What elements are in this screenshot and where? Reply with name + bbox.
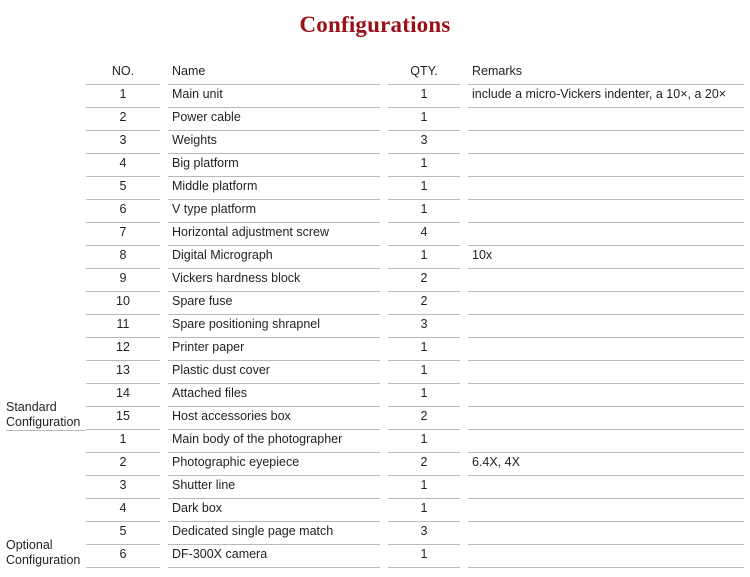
column-gap — [460, 154, 468, 177]
column-gap — [160, 131, 168, 154]
cell-no — [86, 545, 160, 568]
cell-qty-text: 3 — [388, 131, 460, 154]
cell-name-text: Spare positioning shrapnel — [168, 315, 380, 338]
table-row — [6, 499, 744, 522]
cell-name-text: Printer paper — [168, 338, 380, 361]
cell-qty-text: 2 — [388, 292, 460, 315]
group-label-line1: Standard — [6, 399, 57, 414]
table-row — [6, 453, 744, 476]
cell-remarks — [468, 131, 744, 154]
table-row — [6, 246, 744, 269]
column-gap — [460, 499, 468, 522]
table-row — [6, 545, 744, 568]
table-row — [6, 430, 744, 453]
cell-name — [168, 384, 380, 407]
cell-remarks — [468, 177, 744, 200]
table-row — [6, 154, 744, 177]
header-name — [168, 62, 380, 85]
cell-name — [168, 315, 380, 338]
cell-no — [86, 269, 160, 292]
cell-remarks — [468, 338, 744, 361]
cell-name — [168, 108, 380, 131]
cell-qty — [388, 361, 460, 384]
table-body — [6, 62, 744, 568]
column-gap — [160, 85, 168, 108]
cell-remarks-text — [468, 384, 744, 407]
cell-no — [86, 407, 160, 430]
cell-remarks-text — [468, 545, 744, 568]
column-gap — [460, 62, 468, 85]
column-gap — [160, 384, 168, 407]
cell-no — [86, 85, 160, 108]
cell-no-text: 3 — [86, 131, 160, 154]
column-gap — [460, 522, 468, 545]
column-gap — [160, 108, 168, 131]
column-gap — [160, 499, 168, 522]
cell-remarks-text — [468, 223, 744, 246]
cell-remarks-text — [468, 338, 744, 361]
cell-qty — [388, 246, 460, 269]
cell-no-text: 11 — [86, 315, 160, 338]
cell-remarks-text — [468, 476, 744, 499]
column-gap — [460, 246, 468, 269]
table-row — [6, 269, 744, 292]
cell-name — [168, 476, 380, 499]
cell-name — [168, 338, 380, 361]
cell-remarks-text — [468, 430, 744, 453]
column-gap — [460, 223, 468, 246]
cell-remarks — [468, 200, 744, 223]
table-row — [6, 476, 744, 499]
cell-no — [86, 200, 160, 223]
cell-no — [86, 384, 160, 407]
cell-name — [168, 246, 380, 269]
cell-qty — [388, 384, 460, 407]
column-gap — [460, 85, 468, 108]
cell-no — [86, 453, 160, 476]
cell-no — [86, 108, 160, 131]
column-gap — [160, 430, 168, 453]
cell-no — [86, 361, 160, 384]
cell-name-text: Attached files — [168, 384, 380, 407]
group-label-1 — [6, 430, 86, 568]
header-no — [86, 62, 160, 85]
cell-qty — [388, 476, 460, 499]
column-gap — [460, 292, 468, 315]
cell-name — [168, 177, 380, 200]
column-gap — [160, 177, 168, 200]
table-row — [6, 407, 744, 430]
cell-no — [86, 177, 160, 200]
cell-qty — [388, 223, 460, 246]
column-gap — [380, 223, 388, 246]
cell-remarks — [468, 476, 744, 499]
column-gap — [160, 246, 168, 269]
cell-no-text: 13 — [86, 361, 160, 384]
table-row — [6, 223, 744, 246]
header-group-spacer — [6, 62, 86, 85]
cell-qty — [388, 200, 460, 223]
cell-name — [168, 545, 380, 568]
cell-remarks-text — [468, 361, 744, 384]
column-gap — [160, 453, 168, 476]
cell-qty — [388, 407, 460, 430]
column-gap — [460, 361, 468, 384]
cell-name — [168, 154, 380, 177]
column-gap — [380, 62, 388, 85]
column-gap — [380, 430, 388, 453]
group-label-line2: Configuration — [6, 553, 81, 567]
cell-name-text: Middle platform — [168, 177, 380, 200]
configurations-table — [6, 62, 744, 568]
cell-qty-text: 1 — [388, 154, 460, 177]
header-remarks-text: Remarks — [468, 62, 744, 85]
cell-no-text: 5 — [86, 522, 160, 545]
table-row — [6, 177, 744, 200]
cell-remarks — [468, 223, 744, 246]
cell-remarks-text — [468, 108, 744, 131]
cell-qty — [388, 499, 460, 522]
column-gap — [380, 384, 388, 407]
group-label-line1: Optional — [6, 538, 53, 552]
cell-remarks — [468, 499, 744, 522]
cell-no-text: 4 — [86, 499, 160, 522]
cell-name-text: Shutter line — [168, 476, 380, 499]
column-gap — [380, 361, 388, 384]
column-gap — [160, 200, 168, 223]
table-row — [6, 338, 744, 361]
header-remarks — [468, 62, 744, 85]
column-gap — [160, 223, 168, 246]
cell-remarks-text — [468, 177, 744, 200]
column-gap — [460, 476, 468, 499]
cell-name — [168, 269, 380, 292]
table-row — [6, 384, 744, 407]
cell-name-text: Digital Micrograph — [168, 246, 380, 269]
cell-remarks-text — [468, 154, 744, 177]
cell-no-text: 15 — [86, 407, 160, 430]
column-gap — [160, 338, 168, 361]
cell-qty — [388, 292, 460, 315]
column-gap — [460, 338, 468, 361]
cell-remarks — [468, 108, 744, 131]
table-row — [6, 131, 744, 154]
column-gap — [460, 200, 468, 223]
cell-remarks-text: 10x — [468, 246, 744, 269]
header-no-text: NO. — [86, 62, 160, 85]
cell-qty — [388, 177, 460, 200]
column-gap — [380, 292, 388, 315]
cell-no — [86, 499, 160, 522]
cell-name — [168, 85, 380, 108]
cell-qty-text: 3 — [388, 522, 460, 545]
cell-remarks-text — [468, 522, 744, 545]
column-gap — [160, 154, 168, 177]
cell-remarks — [468, 453, 744, 476]
cell-name-text: Main body of the photographer — [168, 430, 380, 453]
table-row — [6, 85, 744, 108]
column-gap — [460, 177, 468, 200]
table-row — [6, 315, 744, 338]
cell-no-text: 9 — [86, 269, 160, 292]
page-title: Configurations — [299, 12, 451, 37]
cell-qty — [388, 545, 460, 568]
column-gap — [460, 315, 468, 338]
cell-name-text: V type platform — [168, 200, 380, 223]
column-gap — [160, 522, 168, 545]
cell-remarks — [468, 407, 744, 430]
column-gap — [380, 269, 388, 292]
cell-qty-text: 1 — [388, 338, 460, 361]
cell-no-text: 12 — [86, 338, 160, 361]
cell-qty — [388, 131, 460, 154]
cell-name — [168, 292, 380, 315]
cell-name — [168, 522, 380, 545]
table-row — [6, 108, 744, 131]
cell-name-text: Horizontal adjustment screw — [168, 223, 380, 246]
cell-qty — [388, 154, 460, 177]
cell-name-text: Dark box — [168, 499, 380, 522]
cell-no-text: 3 — [86, 476, 160, 499]
cell-remarks — [468, 430, 744, 453]
column-gap — [380, 246, 388, 269]
column-gap — [160, 545, 168, 568]
column-gap — [380, 499, 388, 522]
column-gap — [160, 407, 168, 430]
cell-qty-text: 2 — [388, 453, 460, 476]
cell-no — [86, 154, 160, 177]
cell-qty-text: 1 — [388, 430, 460, 453]
cell-remarks — [468, 384, 744, 407]
column-gap — [160, 361, 168, 384]
cell-no — [86, 338, 160, 361]
cell-qty-text: 3 — [388, 315, 460, 338]
column-gap — [160, 476, 168, 499]
cell-no-text: 6 — [86, 200, 160, 223]
cell-no — [86, 522, 160, 545]
cell-name-text: Main unit — [168, 85, 380, 108]
cell-name-text: Vickers hardness block — [168, 269, 380, 292]
cell-remarks — [468, 361, 744, 384]
cell-no — [86, 246, 160, 269]
cell-remarks-text — [468, 292, 744, 315]
cell-qty-text: 1 — [388, 476, 460, 499]
cell-name-text: Spare fuse — [168, 292, 380, 315]
column-gap — [380, 407, 388, 430]
cell-no — [86, 131, 160, 154]
cell-name — [168, 407, 380, 430]
cell-qty — [388, 430, 460, 453]
cell-no — [86, 223, 160, 246]
cell-qty-text: 1 — [388, 361, 460, 384]
column-gap — [380, 85, 388, 108]
cell-qty — [388, 108, 460, 131]
cell-name-text: Big platform — [168, 154, 380, 177]
cell-remarks-text — [468, 200, 744, 223]
column-gap — [380, 177, 388, 200]
cell-qty — [388, 315, 460, 338]
cell-remarks-text — [468, 131, 744, 154]
cell-qty-text: 2 — [388, 269, 460, 292]
cell-remarks — [468, 292, 744, 315]
column-gap — [380, 108, 388, 131]
cell-qty-text: 1 — [388, 246, 460, 269]
cell-remarks — [468, 522, 744, 545]
column-gap — [380, 545, 388, 568]
column-gap — [380, 453, 388, 476]
cell-name-text: Weights — [168, 131, 380, 154]
cell-qty — [388, 338, 460, 361]
cell-qty — [388, 269, 460, 292]
cell-remarks-text — [468, 499, 744, 522]
table-row — [6, 200, 744, 223]
column-gap — [460, 269, 468, 292]
cell-remarks — [468, 315, 744, 338]
header-qty-text: QTY. — [388, 62, 460, 85]
cell-no-text: 14 — [86, 384, 160, 407]
cell-qty-text: 1 — [388, 85, 460, 108]
cell-qty-text: 4 — [388, 223, 460, 246]
cell-name-text: Dedicated single page match — [168, 522, 380, 545]
column-gap — [380, 476, 388, 499]
cell-qty-text: 1 — [388, 108, 460, 131]
cell-no-text: 2 — [86, 108, 160, 131]
cell-remarks-text — [468, 315, 744, 338]
cell-remarks-text — [468, 407, 744, 430]
cell-name-text: Photographic eyepiece — [168, 453, 380, 476]
cell-qty — [388, 453, 460, 476]
cell-no — [86, 476, 160, 499]
cell-name-text: Host accessories box — [168, 407, 380, 430]
cell-qty-text: 1 — [388, 499, 460, 522]
cell-no-text: 1 — [86, 430, 160, 453]
cell-name-text: Power cable — [168, 108, 380, 131]
cell-remarks — [468, 545, 744, 568]
cell-remarks — [468, 154, 744, 177]
cell-no-text: 4 — [86, 154, 160, 177]
cell-remarks — [468, 269, 744, 292]
cell-no-text: 7 — [86, 223, 160, 246]
cell-no — [86, 430, 160, 453]
cell-remarks — [468, 85, 744, 108]
table-row — [6, 522, 744, 545]
column-gap — [160, 269, 168, 292]
cell-name — [168, 361, 380, 384]
cell-name-text: Plastic dust cover — [168, 361, 380, 384]
cell-no-text: 2 — [86, 453, 160, 476]
column-gap — [460, 407, 468, 430]
column-gap — [380, 200, 388, 223]
column-gap — [460, 384, 468, 407]
cell-no — [86, 315, 160, 338]
cell-name — [168, 200, 380, 223]
cell-name — [168, 453, 380, 476]
cell-qty-text: 1 — [388, 200, 460, 223]
cell-name — [168, 131, 380, 154]
column-gap — [460, 545, 468, 568]
column-gap — [460, 131, 468, 154]
cell-remarks-text: 6.4X, 4X — [468, 453, 744, 476]
column-gap — [380, 338, 388, 361]
cell-no-text: 6 — [86, 545, 160, 568]
table-row — [6, 292, 744, 315]
group-label-0 — [6, 85, 86, 430]
cell-name — [168, 430, 380, 453]
cell-remarks-text — [468, 269, 744, 292]
cell-qty-text: 1 — [388, 384, 460, 407]
cell-no-text: 8 — [86, 246, 160, 269]
header-qty — [388, 62, 460, 85]
column-gap — [380, 522, 388, 545]
cell-no-text: 5 — [86, 177, 160, 200]
cell-name — [168, 223, 380, 246]
group-label-line2: Configuration — [6, 414, 81, 429]
cell-qty-text: 1 — [388, 177, 460, 200]
cell-qty — [388, 522, 460, 545]
cell-no — [86, 292, 160, 315]
cell-qty — [388, 85, 460, 108]
column-gap — [160, 62, 168, 85]
table-row — [6, 361, 744, 384]
cell-remarks — [468, 246, 744, 269]
cell-qty-text: 1 — [388, 545, 460, 568]
table-header-row — [6, 62, 744, 85]
header-name-text: Name — [168, 62, 380, 85]
cell-qty-text: 2 — [388, 407, 460, 430]
column-gap — [160, 292, 168, 315]
column-gap — [160, 315, 168, 338]
cell-name — [168, 499, 380, 522]
column-gap — [460, 453, 468, 476]
cell-no-text: 1 — [86, 85, 160, 108]
column-gap — [380, 131, 388, 154]
column-gap — [380, 154, 388, 177]
column-gap — [460, 430, 468, 453]
cell-no-text: 10 — [86, 292, 160, 315]
cell-name-text: DF-300X camera — [168, 545, 380, 568]
column-gap — [380, 315, 388, 338]
column-gap — [460, 108, 468, 131]
cell-remarks-text: include a micro-Vickers indenter, a 10×, a 20× — [468, 85, 744, 108]
